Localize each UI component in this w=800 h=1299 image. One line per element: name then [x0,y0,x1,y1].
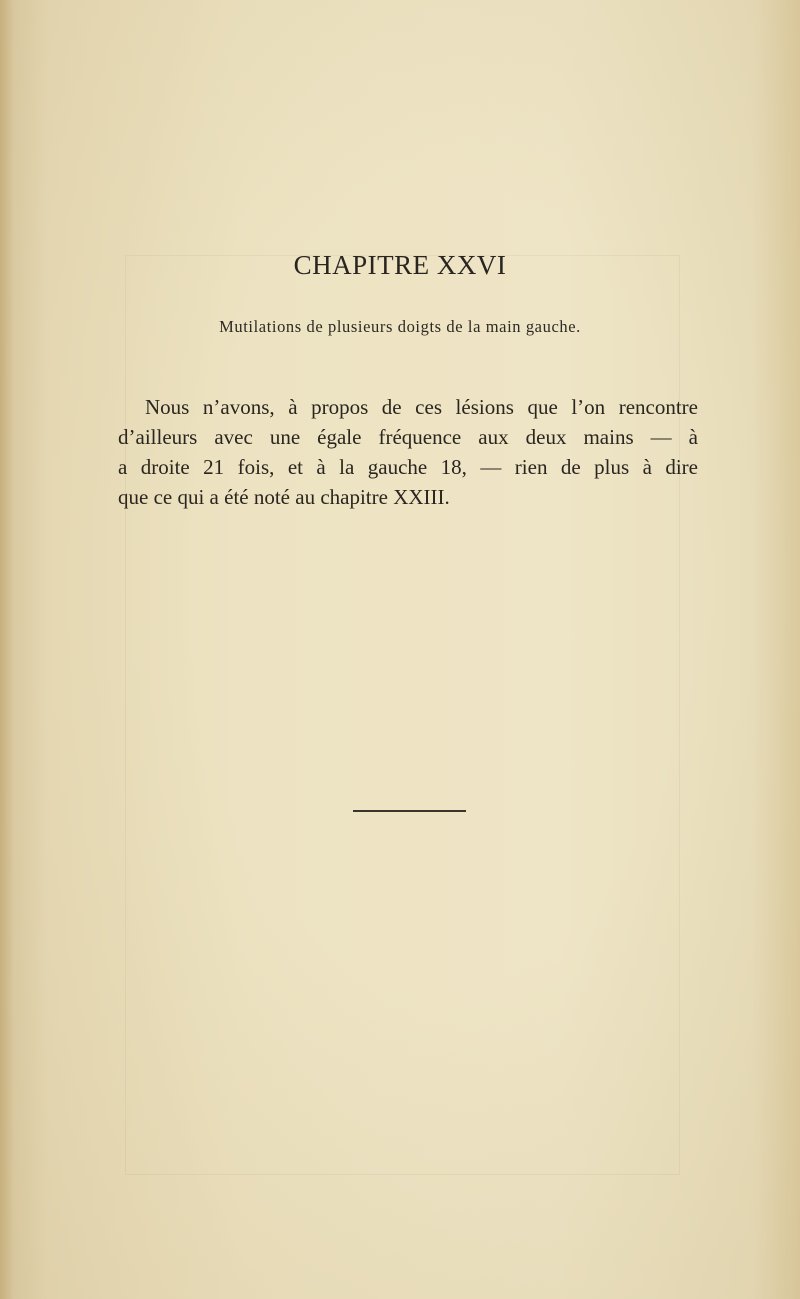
body-line-2: d’ailleurs avec une égale fréquence aux deux mains — à [118,425,698,449]
body-line-3: a droite 21 fois, et à la gauche 18, — rien de plus à dire [118,455,698,479]
section-divider [353,810,466,812]
chapter-title: CHAPITRE XXVI [293,250,507,280]
body-line-4: que ce qui a été noté au chapitre XXIII. [118,485,450,509]
page-edge-shadow [0,0,14,1299]
chapter-subtitle: Mutilations de plusieurs doigts de la main gauche. [219,317,581,336]
body-paragraph [118,392,698,512]
body-line-1: Nous n’avons, à propos de ces lésions que l’on rencontre [145,395,698,419]
